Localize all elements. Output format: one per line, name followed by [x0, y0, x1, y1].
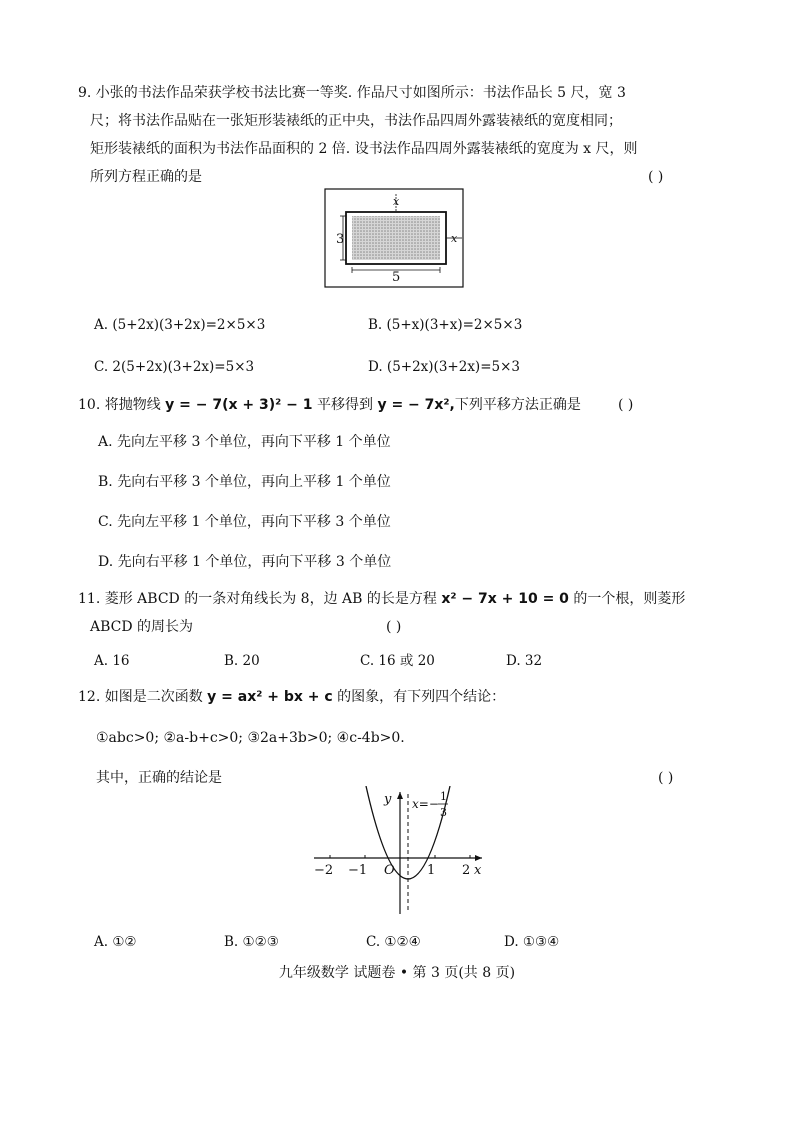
q12-answer-paren: ( ): [658, 770, 674, 786]
symmetry-eq-num: 1: [440, 790, 447, 803]
q12-option-b[interactable]: B. ①②③: [224, 934, 279, 950]
q9-option-a[interactable]: A. (5+2x)(3+2x)=2×5×3: [94, 317, 266, 333]
q11-option-b[interactable]: B. 20: [224, 653, 260, 669]
label-width-5: 5: [392, 270, 401, 285]
q12-function: y = ax² + bx + c: [207, 689, 333, 705]
q10-target-parabola: y = − 7x²,: [377, 397, 455, 413]
x-axis-label: x: [474, 863, 482, 878]
q9-line-2: 尺；将书法作品贴在一张矩形装裱纸的正中央，书法作品四周外露装裱纸的宽度相同；: [90, 113, 622, 129]
q11-line-2: ABCD 的周长为: [90, 619, 194, 635]
q12-suffix: 的图象，有下列四个结论：: [337, 689, 506, 705]
q10-suffix: 下列平移方法正确是: [454, 397, 581, 413]
symmetry-eq-left: x=−: [412, 797, 439, 811]
q12-parabola-graph: [310, 786, 490, 916]
page-footer: 九年级数学 试题卷 • 第 3 页(共 8 页): [278, 965, 516, 981]
label-height-3: 3: [336, 232, 345, 247]
q9-answer-paren: ( ): [648, 169, 664, 185]
q9-line-1: 9. 小张的书法作品荣获学校书法比赛一等奖. 作品尺寸如图所示：书法作品长 5 尺，宽 3: [78, 85, 626, 101]
q11-option-d[interactable]: D. 32: [506, 653, 543, 669]
q9-option-b[interactable]: B. (5+x)(3+x)=2×5×3: [368, 317, 523, 333]
q11-prefix: 11. 菱形 ABCD 的一条对角线长为 8，边 AB 的长是方程: [78, 591, 437, 607]
q10-option-b[interactable]: B. 先向右平移 3 个单位，再向上平移 1 个单位: [98, 474, 391, 490]
q9-option-c[interactable]: C. 2(5+2x)(3+2x)=5×3: [94, 359, 255, 375]
symmetry-eq-den: 3: [440, 806, 447, 819]
origin-label: O: [384, 863, 395, 878]
q12-option-d[interactable]: D. ①③④: [504, 934, 560, 950]
label-x-right: x: [451, 232, 458, 245]
q10-stem: [78, 395, 581, 415]
q9-line-3: 矩形装裱纸的面积为书法作品面积的 2 倍. 设书法作品四周外露装裱纸的宽度为 x 尺，则: [90, 141, 638, 157]
q10-original-parabola: y = − 7(x + 3)² − 1: [165, 397, 313, 413]
tick-label-1: 1: [427, 863, 436, 878]
calligraphy-artwork: [352, 216, 440, 260]
q11-equation: x² − 7x + 10 = 0: [441, 591, 569, 607]
y-axis-label: y: [384, 792, 392, 807]
tick-label-neg1: −1: [348, 863, 368, 878]
tick-label-neg2: −2: [314, 863, 334, 878]
q11-option-a[interactable]: A. 16: [94, 653, 130, 669]
label-x-top: x: [393, 195, 400, 208]
q9-option-d[interactable]: D. (5+2x)(3+2x)=5×3: [368, 359, 521, 375]
q11-suffix: 的一个根，则菱形: [573, 591, 686, 607]
q11-stem: [78, 589, 685, 609]
q12-conclusions: ①abc>0; ②a-b+c>0; ③2a+3b>0; ④c-4b>0.: [96, 730, 405, 746]
q12-option-a[interactable]: A. ①②: [94, 934, 137, 950]
q11-answer-paren: ( ): [386, 619, 402, 635]
q12-prefix: 12. 如图是二次函数: [78, 689, 203, 705]
q12-option-c[interactable]: C. ①②④: [366, 934, 421, 950]
q11-option-c[interactable]: C. 16 或 20: [360, 653, 435, 669]
tick-label-2: 2: [462, 863, 471, 878]
q10-answer-paren: ( ): [618, 397, 634, 413]
q10-option-a[interactable]: A. 先向左平移 3 个单位，再向下平移 1 个单位: [98, 434, 391, 450]
q9-figure: [324, 188, 464, 288]
q10-option-c[interactable]: C. 先向左平移 1 个单位，再向下平移 3 个单位: [98, 514, 391, 530]
q12-question: 其中，正确的结论是: [96, 770, 222, 786]
q10-prefix: 10. 将抛物线: [78, 397, 161, 413]
q10-middle: 平移得到: [316, 397, 373, 413]
q10-option-d[interactable]: D. 先向右平移 1 个单位，再向下平移 3 个单位: [98, 554, 392, 570]
q9-line-4: 所列方程正确的是: [90, 169, 202, 185]
q12-stem: [78, 687, 505, 707]
